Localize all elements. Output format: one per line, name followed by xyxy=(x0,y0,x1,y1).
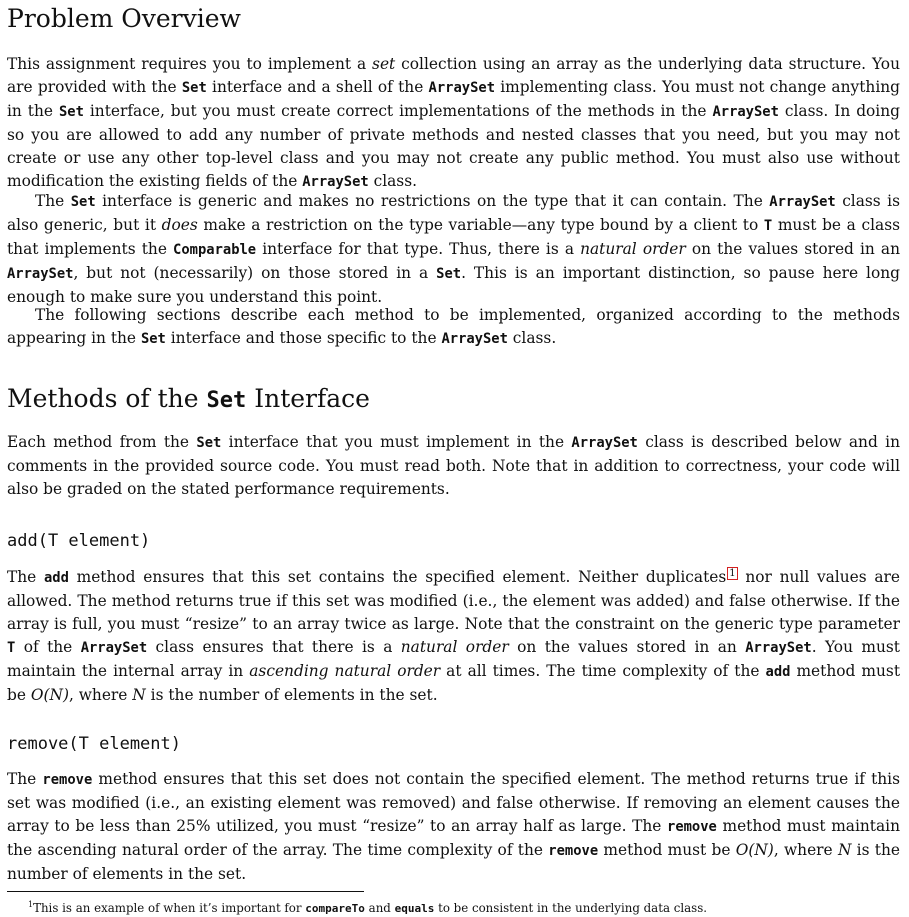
overview-paragraph-3: The following sections describe each method to be implemented, organized according to the methods appearing in the Set interface and those specific to the ArraySet class. xyxy=(7,306,900,347)
remove-description-paragraph: The remove method ensures that this set does not contain the specified element. The method returns true if this set was modified (i.e., an existing element was removed) and false otherwise. If removing an element causes the array to be less than 25% utilized, you must “resize” to an array half as large. The remove method must maintain the ascending natural order of the array. The time complexity of the remove method must be O(N), where N is the number of elements in the set. xyxy=(7,770,901,883)
add-description-paragraph: The add method ensures that this set contains the specified element. Neither duplicates 1 nor null values are allowed. The method returns true if this set was modified (i.e., the element was added) and false otherwise. If the array is full, you must “resize” to an array twice as large. Note that the constraint on the generic type parameter T of the ArraySet class ensures that there is a natural order on the values stored in an ArraySet. You must maintain the internal array in ascending natural order at all times. The time complexity of the add method must be O(N), where N is the number of elements in the set. xyxy=(7,568,901,704)
subsection-heading-add: add(T element) xyxy=(7,531,151,551)
footnote-divider xyxy=(7,891,364,892)
methods-intro-paragraph: Each method from the Set interface that you must implement in the ArraySet class is described below and in comments in the provided source code. You must read both. Note that in addition to correctness, your code will also be graded on the stated performance requirements. xyxy=(7,433,900,498)
footnote-number: 1 xyxy=(28,900,34,909)
overview-paragraph-1: This assignment requires you to implement a set collection using an array as the underlying data structure. You are provided with the Set interface and a shell of the ArraySet implementing class. You must not change anything in the Set interface, but you must create correct implementations of the methods in the ArraySet class. In doing so you are allowed to add any number of private methods and nested classes that you need, but you may not create or use any other top-level class and you may not create any public method. You must also use without modification the existing fields of the ArraySet class. xyxy=(7,55,900,190)
footnote-link[interactable]: 1 xyxy=(729,568,736,579)
section-heading-problem-overview: Problem Overview xyxy=(7,4,241,33)
footnote: $^1$This is an example of when it’s important for compareTo and equals to be consistent in the underlying data class. xyxy=(28,900,708,915)
subsection-heading-remove: remove(T element) xyxy=(7,734,181,754)
section-heading-methods: Methods of the Set Interface xyxy=(7,384,370,413)
overview-paragraph-2: The Set interface is generic and makes no restrictions on the type that it can contain. The ArraySet class is also generic, but it does make a restriction on the type variable—any type bound by a client to T must be a class that implements the Comparable interface for that type. Thus, there is a natural order on the values stored in an ArraySet, but not (necessarily) on those stored in a Set. This is an important distinction, so pause here long enough to make sure you understand this point. xyxy=(7,192,901,306)
